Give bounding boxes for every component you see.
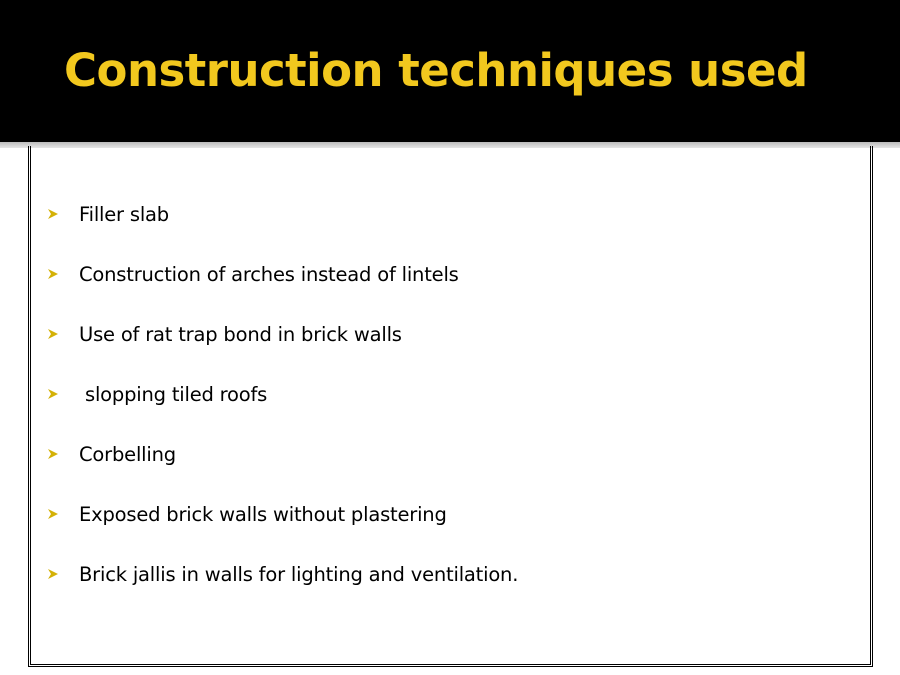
bullet-text: slopping tiled roofs	[79, 382, 268, 406]
bullet-text: Construction of arches instead of lintels	[79, 262, 459, 286]
bullet-text: Corbelling	[79, 442, 176, 466]
list-item	[47, 259, 847, 289]
list-item	[47, 499, 847, 529]
arrow-right-icon	[47, 328, 59, 340]
bullet-text: Filler slab	[79, 202, 169, 226]
list-item	[47, 319, 847, 349]
bullet-text: Use of rat trap bond in brick walls	[79, 322, 402, 346]
title-bar	[0, 0, 900, 142]
slide-title: Construction techniques used	[64, 44, 808, 97]
arrow-right-icon	[47, 388, 59, 400]
bullet-text: Brick jallis in walls for lighting and ventilation.	[79, 562, 519, 586]
arrow-right-icon	[47, 208, 59, 220]
list-item	[47, 559, 847, 589]
list-item	[47, 379, 847, 409]
bullet-list	[47, 199, 847, 619]
list-item	[47, 199, 847, 229]
list-item	[47, 439, 847, 469]
arrow-right-icon	[47, 268, 59, 280]
bullet-text: Exposed brick walls without plastering	[79, 502, 447, 526]
arrow-right-icon	[47, 508, 59, 520]
arrow-right-icon	[47, 568, 59, 580]
arrow-right-icon	[47, 448, 59, 460]
